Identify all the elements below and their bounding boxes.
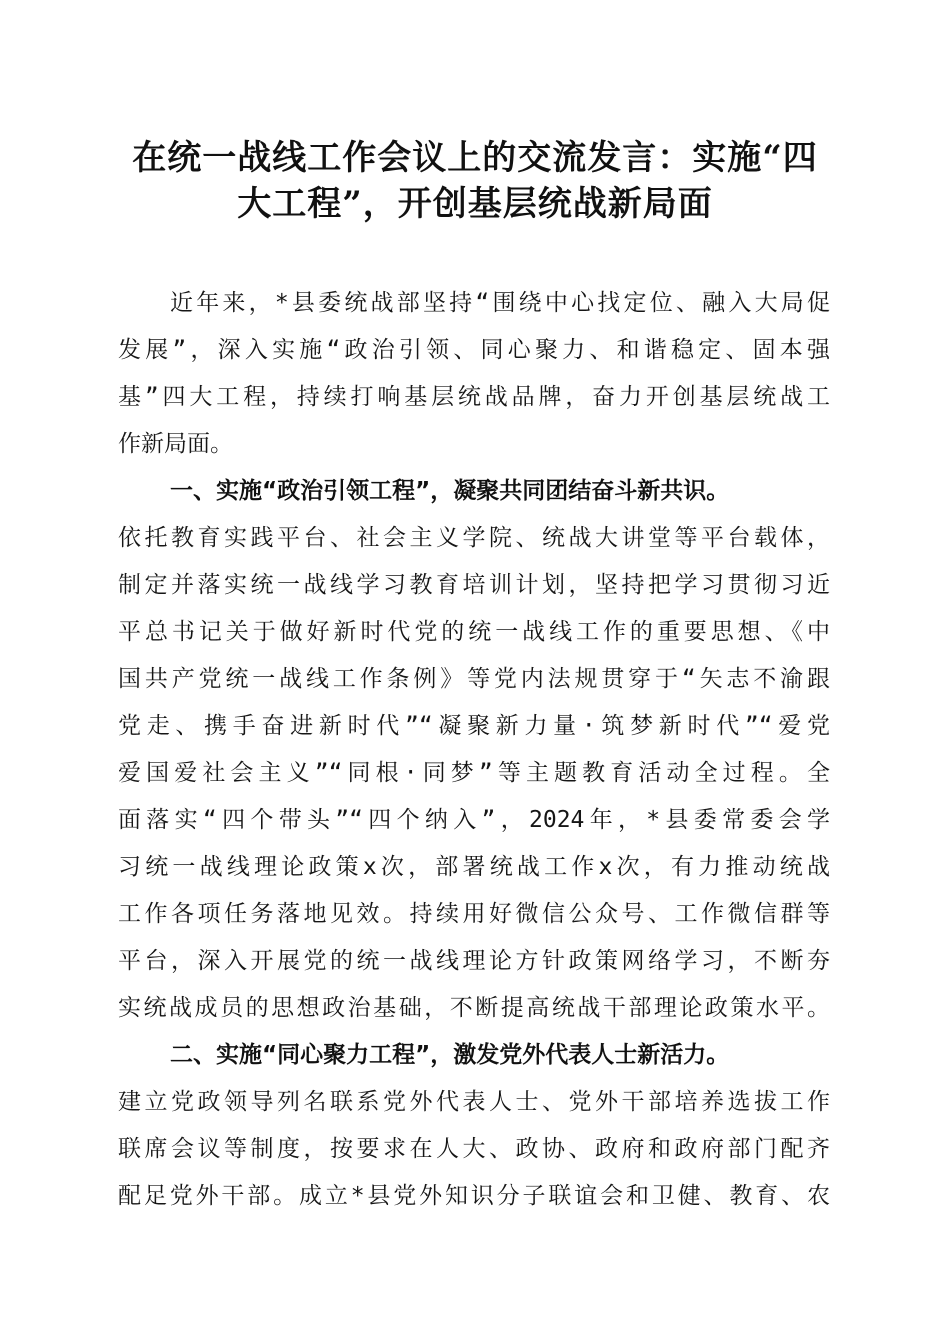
section1-line: 平总书记关于做好新时代党的统一战线工作的重要思想、《中 [118, 619, 830, 645]
section1-line: 爱国爱社会主义”“同根·同梦”等主题教育活动全过程。全 [118, 760, 830, 786]
section2-line: 建立党政领导列名联系党外代表人士、党外干部培养选拔工作 [118, 1089, 830, 1115]
document-title [105, 135, 845, 227]
section1-line: 习统一战线理论政策x次，部署统战工作x次，有力推动统战 [118, 854, 830, 880]
section1-line: 依托教育实践平台、社会主义学院、统战大讲堂等平台载体， [118, 525, 830, 551]
title-line: 在统一战线工作会议上的交流发言：实施“四 [132, 138, 818, 178]
intro-line: 作新局面。 [118, 431, 233, 457]
intro-line: 基”四大工程，持续打响基层统战品牌，奋力开创基层统战工 [118, 384, 830, 410]
section2-heading: 二、实施“同心聚力工程”，激发党外代表人士新活力。 [170, 1042, 730, 1068]
document-body [118, 280, 830, 1220]
section1-line: 平台，深入开展党的统一战线理论方针政策网络学习，不断夯 [118, 948, 830, 974]
section1-line: 实统战成员的思想政治基础，不断提高统战干部理论政策水平。 [118, 995, 830, 1021]
section1-heading: 一、实施“政治引领工程”，凝聚共同团结奋斗新共识。 [170, 478, 730, 504]
section2-line: 联席会议等制度，按要求在人大、政协、政府和政府部门配齐 [118, 1136, 830, 1162]
title-line: 大工程”，开创基层统战新局面 [237, 184, 713, 224]
section1-line: 国共产党统一战线工作条例》等党内法规贯穿于“矢志不渝跟 [118, 666, 830, 692]
section2-line: 配足党外干部。成立*县党外知识分子联谊会和卫健、教育、农 [118, 1183, 830, 1209]
section1-line: 党走、携手奋进新时代”“凝聚新力量·筑梦新时代”“爱党 [118, 713, 830, 739]
section1-line: 制定并落实统一战线学习教育培训计划，坚持把学习贯彻习近 [118, 572, 830, 598]
intro-line: 发展”，深入实施“政治引领、同心聚力、和谐稳定、固本强 [118, 337, 830, 363]
intro-line: 近年来，*县委统战部坚持“围绕中心找定位、融入大局促 [170, 290, 830, 316]
section1-line: 面落实“四个带头”“四个纳入”，2024年，*县委常委会学 [118, 807, 830, 833]
section1-line: 工作各项任务落地见效。持续用好微信公众号、工作微信群等 [118, 901, 830, 927]
